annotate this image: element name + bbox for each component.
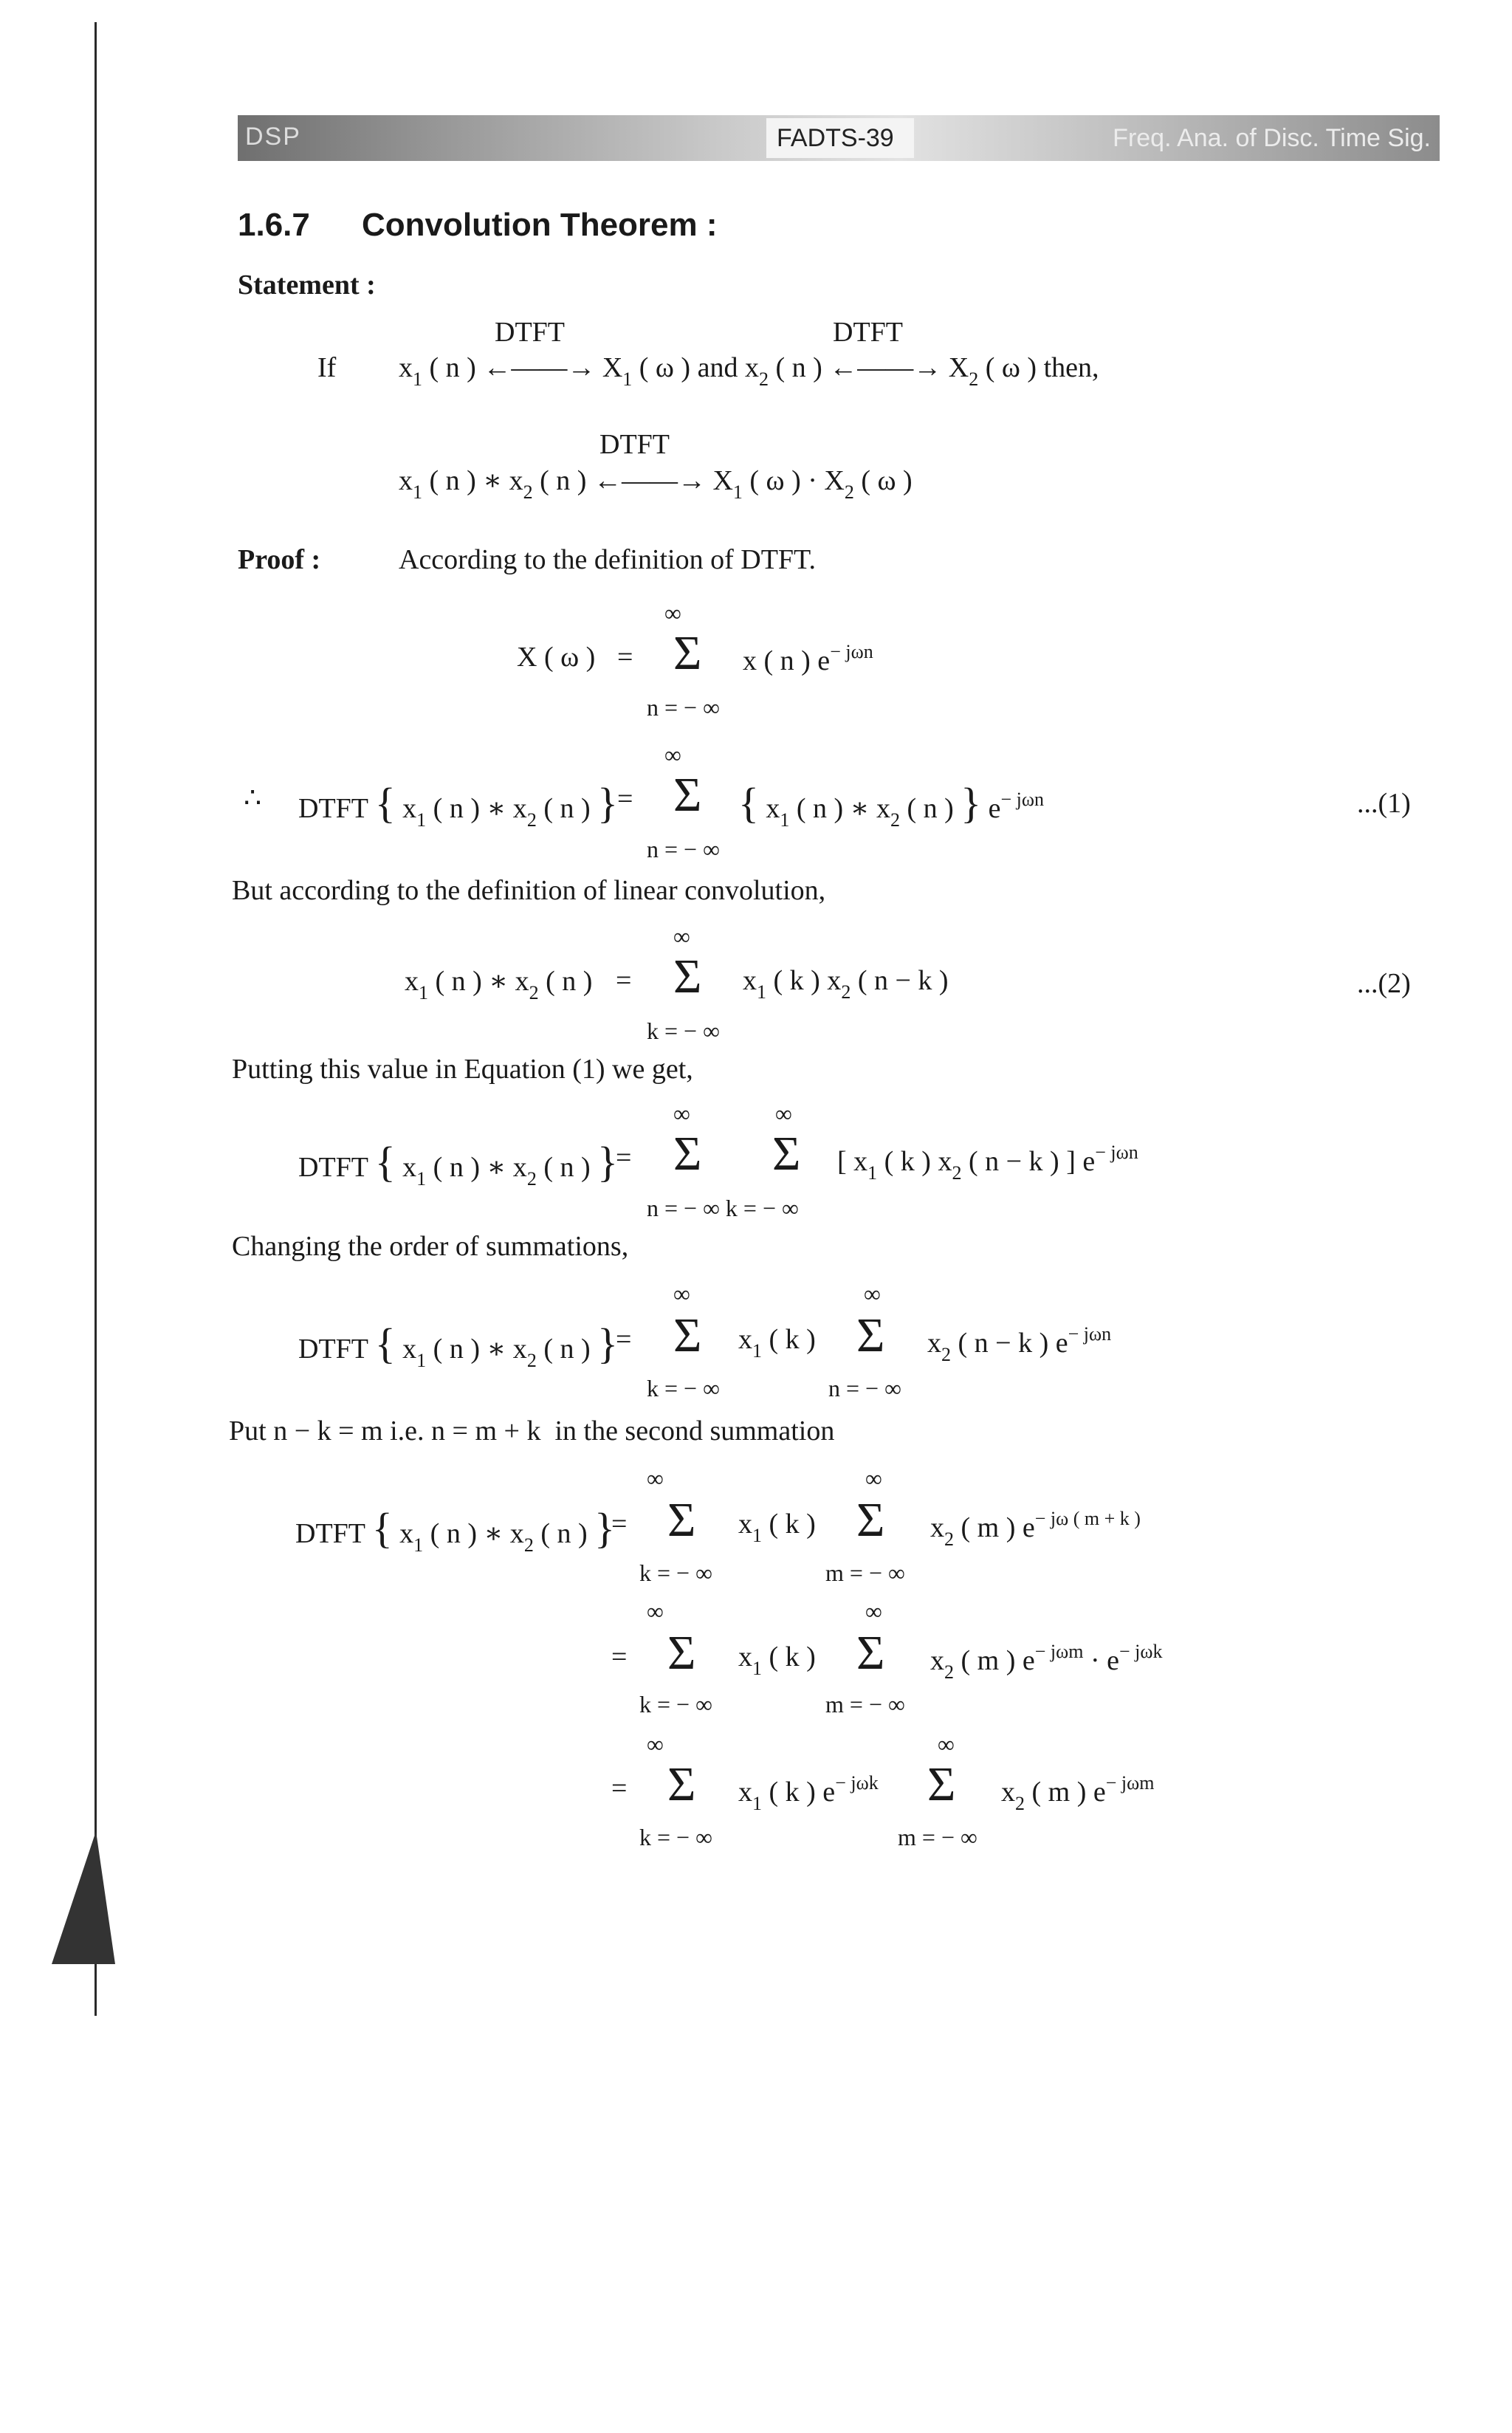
substitution-text-pre: Put n − k = m i.e. n = m + k xyxy=(229,1415,541,1447)
sigma-symbol: Σ xyxy=(673,950,702,1003)
sub-line1-term2: $x_2$ ( m ) $e^{- j\omega ( m + k )}$ xyxy=(930,1508,1141,1550)
proof-intro: According to the definition of DTFT. xyxy=(399,544,816,575)
sub-line1-term1: $x_1$ ( k ) xyxy=(738,1509,816,1546)
equation-number-1: ...(1) xyxy=(1357,788,1411,819)
changed-order-lhs: DTFT { $x_1$ ( n ) ∗ $x_2$ ( n ) } xyxy=(298,1320,618,1371)
dtft-over-arrow-3: DTFT xyxy=(599,429,670,460)
substitution-text xyxy=(229,1415,834,1447)
sum-upper-limit: ∞ xyxy=(647,1598,664,1624)
sigma-symbol: Σ xyxy=(667,1493,696,1547)
equals-sign: = xyxy=(616,965,632,996)
sum-upper-limit: ∞ xyxy=(664,600,681,626)
sigma-symbol: Σ xyxy=(772,1127,801,1181)
binder-mark xyxy=(52,1831,115,1964)
arrow-3: ←——→ xyxy=(593,465,706,496)
header-chapter-title: Freq. Ana. of Disc. Time Sig. xyxy=(1113,124,1431,152)
sum-lower-limits: n = − ∞ k = − ∞ xyxy=(647,1195,799,1221)
sub-line3-term2: $x_2$ ( m ) $e^{- j\omega m}$ xyxy=(1001,1772,1155,1814)
sum-lower-limit: m = − ∞ xyxy=(898,1824,977,1850)
section-title: Convolution Theorem : xyxy=(362,207,718,243)
changed-order-term1: $x_1$ ( k ) xyxy=(738,1324,816,1362)
dtft-over-arrow-2: DTFT xyxy=(833,317,903,348)
sigma-symbol: Σ xyxy=(673,1308,702,1362)
header-page-code: FADTS-39 xyxy=(777,124,894,152)
sum-upper-limit: ∞ xyxy=(775,1100,792,1127)
equals-sign: = xyxy=(616,1142,632,1173)
statement-pairs: $x_1$ ( n ) ←——→ $X_1$ ( ω ) and $x_2$ ( n ) ←——→ $X_2$ ( ω ) then, xyxy=(399,352,1099,390)
sigma-symbol: Σ xyxy=(673,768,702,822)
sigma-symbol: Σ xyxy=(927,1757,956,1811)
putting-value-text: Putting this value in Equation (1) we get, xyxy=(232,1054,693,1085)
xw-lhs: X ( ω ) xyxy=(517,642,596,673)
double-sum-lhs: DTFT { $x_1$ ( n ) ∗ $x_2$ ( n ) } xyxy=(298,1138,618,1190)
sigma-symbol: Σ xyxy=(673,626,702,680)
statement-label: Statement : xyxy=(238,270,376,301)
sigma-symbol: Σ xyxy=(856,1626,885,1680)
sum-lower-limit: k = − ∞ xyxy=(639,1559,712,1586)
sum-upper-limit: ∞ xyxy=(673,1280,690,1307)
sum-upper-limit: ∞ xyxy=(647,1731,664,1757)
sum-upper-limit: ∞ xyxy=(938,1731,955,1757)
sum-lower-limit: k = − ∞ xyxy=(647,1018,720,1044)
sigma-symbol: Σ xyxy=(667,1626,696,1680)
sum-upper-limit: ∞ xyxy=(865,1465,882,1492)
equals-sign: = xyxy=(617,642,633,673)
sum-lower-limit: n = − ∞ xyxy=(828,1375,901,1401)
equals-sign: = xyxy=(611,1641,628,1672)
sum-upper-limit: ∞ xyxy=(673,923,690,950)
sum-lower-limit: n = − ∞ xyxy=(647,836,720,862)
sigma-symbol: Σ xyxy=(856,1308,885,1362)
equation-number-2: ...(2) xyxy=(1357,968,1411,999)
arrow-2: ←——→ xyxy=(829,352,942,383)
dtft-over-arrow-1: DTFT xyxy=(495,317,565,348)
proof-label: Proof : xyxy=(238,544,321,575)
sum-lower-limit: m = − ∞ xyxy=(825,1559,905,1586)
sub-line3-term1: $x_1$ ( k ) $e^{- j\omega k}$ xyxy=(738,1772,879,1814)
sum-upper-limit: ∞ xyxy=(647,1465,664,1492)
eq2-rhs: $x_1$ ( k ) $x_2$ ( n − k ) xyxy=(743,965,949,1003)
equals-sign: = xyxy=(616,1324,632,1355)
changed-order-term2: $x_2$ ( n − k ) $e^{- j\omega n}$ xyxy=(927,1323,1112,1365)
therefore-symbol: ∴ xyxy=(244,783,262,814)
header-left-text: DSP xyxy=(245,123,301,151)
sub-line2-term1: $x_1$ ( k ) xyxy=(738,1641,816,1679)
sum-lower-limit: k = − ∞ xyxy=(647,1375,720,1401)
eq1-rhs: { $x_1$ ( n ) ∗ $x_2$ ( n ) } $e^{- j\omega n}$ xyxy=(738,779,1045,831)
changing-order-text: Changing the order of summations, xyxy=(232,1231,629,1262)
substitution-lhs: DTFT { $x_1$ ( n ) ∗ $x_2$ ( n ) } xyxy=(295,1504,615,1556)
sigma-symbol: Σ xyxy=(667,1757,696,1811)
equals-sign: = xyxy=(617,783,633,814)
arrow-1: ←——→ xyxy=(483,352,596,383)
statement-result: $x_1$ ( n ) ∗ $x_2$ ( n ) ←——→ $X_1$ ( ω ) · $X_2$ ( ω ) xyxy=(399,465,913,503)
sub-line2-term2: $x_2$ ( m ) $e^{- j\omega m} \cdot e^{- j\omega k}$ xyxy=(930,1641,1163,1683)
sum-upper-limit: ∞ xyxy=(864,1280,881,1307)
xw-rhs: x ( n ) $e^{- j\omega n}$ xyxy=(743,641,873,676)
sigma-symbol: Σ xyxy=(673,1127,702,1181)
eq2-lhs: $x_1$ ( n ) ∗ $x_2$ ( n ) xyxy=(405,966,593,1003)
equals-sign: = xyxy=(611,1509,628,1540)
statement-if: If xyxy=(317,352,337,383)
page-header-band xyxy=(238,115,1440,161)
sum-upper-limit: ∞ xyxy=(664,741,681,768)
eq1-lhs: DTFT { $x_1$ ( n ) ∗ $x_2$ ( n ) } xyxy=(298,779,618,831)
and-word: and xyxy=(697,352,738,383)
linear-convolution-text: But according to the definition of linear convolution, xyxy=(232,875,826,906)
double-sum-rhs: [ $x_1$ ( k ) $x_2$ ( n − k ) ] $e^{- j\omega n}$ xyxy=(837,1142,1138,1184)
sum-lower-limit: m = − ∞ xyxy=(825,1691,905,1717)
substitution-text-post: in the second summation xyxy=(554,1415,835,1447)
sum-lower-limit: n = − ∞ xyxy=(647,694,720,721)
then-word: then, xyxy=(1043,352,1099,383)
equals-sign: = xyxy=(611,1773,628,1804)
sum-lower-limit: k = − ∞ xyxy=(639,1691,712,1717)
sum-upper-limit: ∞ xyxy=(673,1100,690,1127)
binder-margin-line xyxy=(94,22,97,2016)
sum-upper-limit: ∞ xyxy=(865,1598,882,1624)
sigma-symbol: Σ xyxy=(856,1493,885,1547)
section-number: 1.6.7 xyxy=(238,207,310,243)
sum-lower-limit: k = − ∞ xyxy=(639,1824,712,1850)
